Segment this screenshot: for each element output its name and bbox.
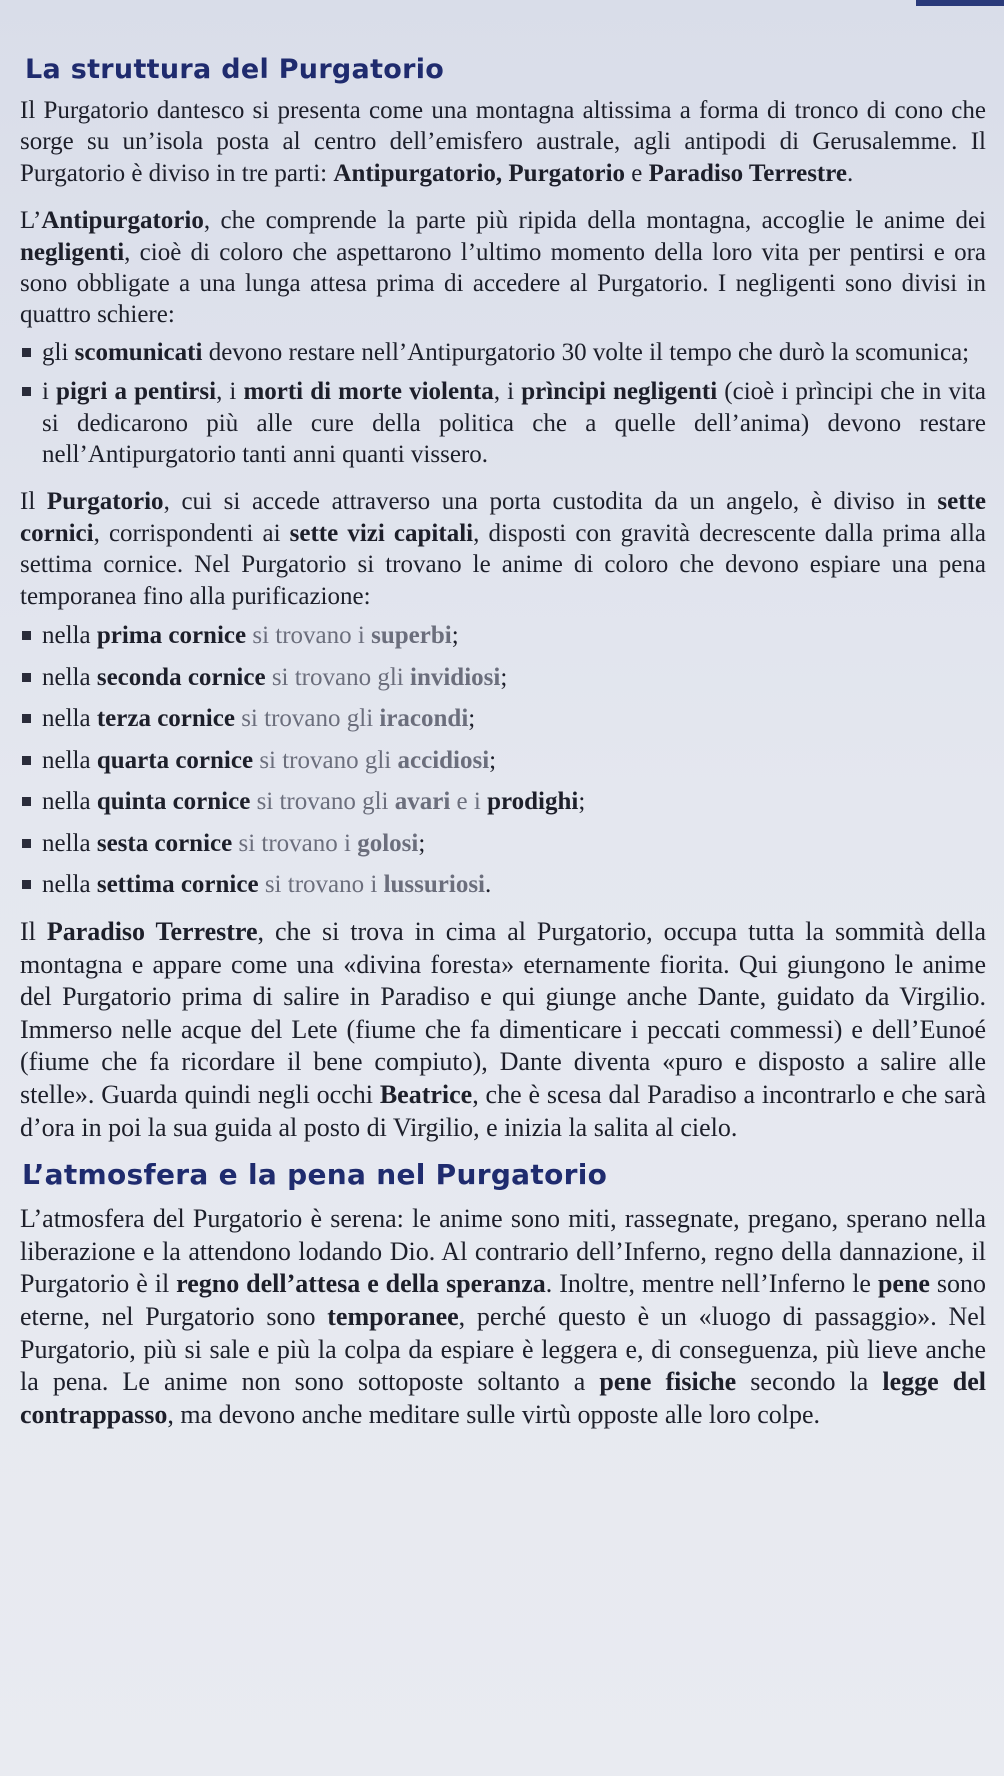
square-bullet-icon <box>22 631 31 640</box>
paragraph-intro: Il Purgatorio dantesco si presenta come una montagna altissima a forma di tronco di cono che sorge su un’isola posta al centro dell’emisfero australe, agli antipodi di Gerusalemme. Il Purgatorio è diviso in tre parti: Antipurgatorio, Purgatorio e Paradiso Terrestre. <box>20 97 986 187</box>
list-item: nella settima cornice si trovano i lussuriosi. <box>20 869 986 900</box>
paragraph-atmosfera: L’atmosfera del Purgatorio è serena: le anime sono miti, rassegnate, pregano, sperano nella liberazione e la attendono lodando Dio. Al contrario dell’Inferno, regno della dannazione, il Purgatorio è il regno dell’attesa e della speranza. Inoltre, mentre nell’Inferno le pene sono eterne, nel Purgatorio sono temporanee, perché questo è un «luogo di passaggio». Nel Purgatorio, più si sale e più la colpa da espiare è leggera e, di conseguenza, più lieve anche la pena. Le anime non sono sottoposte soltanto a pene fisiche secondo la legge del contrappasso, ma devono anche meditare sulle virtù opposte alle loro colpe. <box>20 1204 987 1429</box>
section-title-atmosfera: L’atmosfera e la pena nel Purgatorio <box>22 1158 608 1192</box>
square-bullet-icon <box>22 839 31 848</box>
list-item: nella prima cornice si trovano i superbi; <box>20 620 986 651</box>
list-item: nella terza cornice si trovano gli iracondi; <box>20 703 986 734</box>
square-bullet-icon <box>22 797 31 806</box>
paragraph-purgatorio: Il Purgatorio, cui si accede attraverso una porta custodita da un angelo, è diviso in sette cornici, corrispondenti ai sette vizi capitali, disposti con gravità decrescente dalla prima alla settima cornice. Nel Purgatorio si trovano le anime di coloro che devono espiare una pena temporanea fino alla purificazione: <box>20 488 986 610</box>
list-item: i pigri a pentirsi, i morti di morte violenta, i prìncipi negligenti (cioè i prìncipi che in vita si dedicarono più alle cure della politica che a quelle dell’anima) devono restare nell’Antipurgatorio tanti anni quanti vissero. <box>20 376 986 470</box>
list-item: nella seconda cornice si trovano gli invidiosi; <box>20 662 986 693</box>
cornici-list <box>20 620 986 900</box>
paragraph-paradiso-terrestre: Il Paradiso Terrestre, che si trova in cima al Purgatorio, occupa tutta la sommità della montagna e appare come una «divina foresta» eternamente fiorita. Qui giungono le anime del Purgatorio prima di salire in Paradiso e qui giunge anche Dante, guidato da Virgilio. Immerso nelle acque del Lete (fiume che fa dimenticare i peccati commessi) e dell’Eunoé (fiume che fa ricordare il bene compiuto), Dante diventa «puro e disposto a salire alle stelle». Guarda quindi negli occhi Beatrice, che è scesa dal Paradiso a incontrarlo e che sarà d’ora in poi la sua guida al posto di Virgilio, e inizia la salita al cielo. <box>20 917 986 1142</box>
section-title-struttura: La struttura del Purgatorio <box>25 54 445 85</box>
schiere-list <box>20 337 986 471</box>
paragraph-antipurgatorio: L’Antipurgatorio, che comprende la parte più ripida della montagna, accoglie le anime dei negligenti, cioè di coloro che aspettarono l’ultimo momento della loro vita per pentirsi e ora sono obbligate a una lunga attesa prima di accedere al Purgatorio. I negligenti sono divisi in quattro schiere: <box>20 207 986 329</box>
list-item: nella quinta cornice si trovano gli avari e i prodighi; <box>20 786 986 817</box>
square-bullet-icon <box>22 348 31 357</box>
list-item: nella quarta cornice si trovano gli accidiosi; <box>20 745 986 776</box>
square-bullet-icon <box>22 673 31 682</box>
page-corner-mark <box>916 0 1004 6</box>
list-item: nella sesta cornice si trovano i golosi; <box>20 828 986 859</box>
square-bullet-icon <box>22 756 31 765</box>
square-bullet-icon <box>22 714 31 723</box>
list-item: gli scomunicati devono restare nell’Antipurgatorio 30 volte il tempo che durò la scomunica; <box>20 337 986 368</box>
square-bullet-icon <box>22 387 31 396</box>
square-bullet-icon <box>22 880 31 889</box>
